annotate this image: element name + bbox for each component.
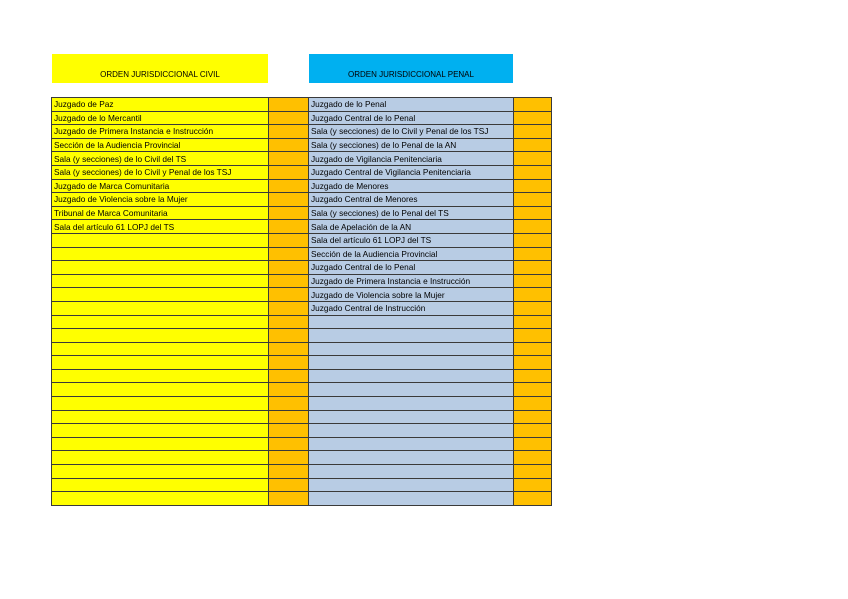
civil-marker-cell[interactable] <box>269 138 309 152</box>
penal-court-cell[interactable]: Sección de la Audiencia Provincial <box>309 247 514 261</box>
penal-court-cell[interactable]: Juzgado Central de Menores <box>309 193 514 207</box>
civil-marker-cell[interactable] <box>269 206 309 220</box>
penal-court-cell[interactable]: Juzgado de Violencia sobre la Mujer <box>309 288 514 302</box>
civil-court-cell[interactable] <box>52 315 269 329</box>
table-row <box>52 152 552 166</box>
penal-court-cell[interactable]: Sala (y secciones) de lo Penal del TS <box>309 206 514 220</box>
civil-marker-cell[interactable] <box>269 424 309 438</box>
civil-court-cell[interactable]: Juzgado de Primera Instancia e Instrucción <box>52 125 269 139</box>
civil-court-cell[interactable] <box>52 424 269 438</box>
penal-court-cell[interactable]: Juzgado Central de lo Penal <box>309 111 514 125</box>
table-row <box>52 179 552 193</box>
civil-marker-cell[interactable] <box>269 261 309 275</box>
penal-court-cell[interactable] <box>309 315 514 329</box>
penal-marker-cell[interactable] <box>514 397 552 411</box>
civil-court-cell[interactable] <box>52 247 269 261</box>
table-row <box>52 369 552 383</box>
penal-court-cell[interactable]: Sala de Apelación de la AN <box>309 220 514 234</box>
penal-marker-cell[interactable] <box>514 492 552 506</box>
civil-court-cell[interactable] <box>52 492 269 506</box>
table-row <box>52 437 552 451</box>
civil-court-cell[interactable] <box>52 261 269 275</box>
table-row <box>52 206 552 220</box>
penal-marker-cell[interactable] <box>514 111 552 125</box>
penal-court-cell[interactable] <box>309 397 514 411</box>
table-row <box>52 111 552 125</box>
table-row <box>52 261 552 275</box>
civil-marker-cell[interactable] <box>269 193 309 207</box>
penal-marker-cell[interactable] <box>514 465 552 479</box>
table-row <box>52 165 552 179</box>
table-row <box>52 342 552 356</box>
civil-marker-cell[interactable] <box>269 465 309 479</box>
penal-court-cell[interactable] <box>309 424 514 438</box>
penal-court-cell[interactable]: Juzgado Central de Instrucción <box>309 301 514 315</box>
penal-marker-cell[interactable] <box>514 478 552 492</box>
penal-marker-cell[interactable] <box>514 165 552 179</box>
penal-marker-cell[interactable] <box>514 424 552 438</box>
civil-court-cell[interactable]: Juzgado de Paz <box>52 98 269 112</box>
civil-marker-cell[interactable] <box>269 98 309 112</box>
civil-court-cell[interactable] <box>52 301 269 315</box>
civil-court-cell[interactable] <box>52 233 269 247</box>
civil-marker-cell[interactable] <box>269 492 309 506</box>
penal-marker-cell[interactable] <box>514 288 552 302</box>
table-row <box>52 274 552 288</box>
penal-court-cell[interactable] <box>309 478 514 492</box>
penal-marker-cell[interactable] <box>514 220 552 234</box>
civil-court-cell[interactable] <box>52 369 269 383</box>
civil-marker-cell[interactable] <box>269 165 309 179</box>
penal-marker-cell[interactable] <box>514 233 552 247</box>
penal-court-cell[interactable] <box>309 492 514 506</box>
civil-marker-cell[interactable] <box>269 369 309 383</box>
penal-marker-cell[interactable] <box>514 329 552 343</box>
civil-marker-cell[interactable] <box>269 410 309 424</box>
penal-marker-cell[interactable] <box>514 152 552 166</box>
penal-court-cell[interactable] <box>309 342 514 356</box>
table-row <box>52 193 552 207</box>
table-row <box>52 383 552 397</box>
civil-court-cell[interactable]: Juzgado de Marca Comunitaria <box>52 179 269 193</box>
civil-marker-cell[interactable] <box>269 179 309 193</box>
table-row <box>52 424 552 438</box>
table-row <box>52 492 552 506</box>
penal-marker-cell[interactable] <box>514 301 552 315</box>
table-row <box>52 410 552 424</box>
penal-marker-cell[interactable] <box>514 437 552 451</box>
civil-marker-cell[interactable] <box>269 152 309 166</box>
civil-marker-cell[interactable] <box>269 397 309 411</box>
civil-court-cell[interactable] <box>52 451 269 465</box>
civil-court-cell[interactable] <box>52 397 269 411</box>
penal-court-cell[interactable] <box>309 465 514 479</box>
civil-marker-cell[interactable] <box>269 356 309 370</box>
civil-marker-cell[interactable] <box>269 451 309 465</box>
civil-court-cell[interactable]: Sala (y secciones) de lo Civil y Penal de los TSJ <box>52 165 269 179</box>
civil-court-cell[interactable]: Juzgado de lo Mercantil <box>52 111 269 125</box>
table-row <box>52 288 552 302</box>
table-row <box>52 301 552 315</box>
civil-court-cell[interactable]: Juzgado de Violencia sobre la Mujer <box>52 193 269 207</box>
table-row <box>52 98 552 112</box>
penal-court-cell[interactable] <box>309 383 514 397</box>
civil-marker-cell[interactable] <box>269 301 309 315</box>
civil-court-cell[interactable] <box>52 437 269 451</box>
table-row <box>52 233 552 247</box>
table-row <box>52 465 552 479</box>
table-row <box>52 356 552 370</box>
penal-marker-cell[interactable] <box>514 410 552 424</box>
penal-court-cell[interactable]: Sala (y secciones) de lo Civil y Penal de los TSJ <box>309 125 514 139</box>
civil-marker-cell[interactable] <box>269 274 309 288</box>
penal-court-cell[interactable] <box>309 437 514 451</box>
civil-marker-cell[interactable] <box>269 220 309 234</box>
penal-court-cell[interactable] <box>309 451 514 465</box>
penal-court-cell[interactable]: Juzgado de Primera Instancia e Instrucción <box>309 274 514 288</box>
penal-court-cell[interactable]: Juzgado de Vigilancia Penitenciaria <box>309 152 514 166</box>
civil-marker-cell[interactable] <box>269 247 309 261</box>
penal-marker-cell[interactable] <box>514 125 552 139</box>
penal-order-header-label: ORDEN JURISDICCIONAL PENAL <box>348 70 474 79</box>
civil-court-cell[interactable] <box>52 356 269 370</box>
table-row <box>52 138 552 152</box>
penal-court-cell[interactable]: Juzgado de lo Penal <box>309 98 514 112</box>
penal-court-cell[interactable]: Sala del artículo 61 LOPJ del TS <box>309 233 514 247</box>
civil-court-cell[interactable] <box>52 274 269 288</box>
civil-order-header <box>52 54 268 83</box>
penal-marker-cell[interactable] <box>514 179 552 193</box>
civil-court-cell[interactable]: Sala del artículo 61 LOPJ del TS <box>52 220 269 234</box>
civil-court-cell[interactable]: Sección de la Audiencia Provincial <box>52 138 269 152</box>
civil-court-cell[interactable] <box>52 465 269 479</box>
penal-court-cell[interactable] <box>309 329 514 343</box>
civil-court-cell[interactable] <box>52 383 269 397</box>
penal-court-cell[interactable] <box>309 356 514 370</box>
table-row <box>52 220 552 234</box>
civil-marker-cell[interactable] <box>269 342 309 356</box>
jurisdiction-table <box>51 97 552 506</box>
penal-marker-cell[interactable] <box>514 206 552 220</box>
penal-court-cell[interactable]: Sala (y secciones) de lo Penal de la AN <box>309 138 514 152</box>
jurisdiction-table-body <box>52 98 552 506</box>
penal-marker-cell[interactable] <box>514 356 552 370</box>
civil-marker-cell[interactable] <box>269 383 309 397</box>
table-row <box>52 451 552 465</box>
civil-court-cell[interactable]: Sala (y secciones) de lo Civil del TS <box>52 152 269 166</box>
table-row <box>52 125 552 139</box>
table-row <box>52 247 552 261</box>
penal-marker-cell[interactable] <box>514 342 552 356</box>
penal-marker-cell[interactable] <box>514 315 552 329</box>
penal-court-cell[interactable] <box>309 410 514 424</box>
penal-marker-cell[interactable] <box>514 369 552 383</box>
civil-court-cell[interactable] <box>52 410 269 424</box>
civil-marker-cell[interactable] <box>269 315 309 329</box>
penal-marker-cell[interactable] <box>514 98 552 112</box>
civil-marker-cell[interactable] <box>269 329 309 343</box>
penal-marker-cell[interactable] <box>514 247 552 261</box>
penal-court-cell[interactable] <box>309 369 514 383</box>
table-row <box>52 329 552 343</box>
table-row <box>52 478 552 492</box>
civil-marker-cell[interactable] <box>269 478 309 492</box>
penal-marker-cell[interactable] <box>514 261 552 275</box>
civil-court-cell[interactable] <box>52 329 269 343</box>
civil-court-cell[interactable]: Tribunal de Marca Comunitaria <box>52 206 269 220</box>
penal-court-cell[interactable]: Juzgado Central de Vigilancia Penitenciaria <box>309 165 514 179</box>
civil-court-cell[interactable] <box>52 478 269 492</box>
civil-marker-cell[interactable] <box>269 437 309 451</box>
civil-marker-cell[interactable] <box>269 288 309 302</box>
table-row <box>52 397 552 411</box>
civil-marker-cell[interactable] <box>269 125 309 139</box>
penal-court-cell[interactable]: Juzgado de Menores <box>309 179 514 193</box>
civil-court-cell[interactable] <box>52 342 269 356</box>
penal-marker-cell[interactable] <box>514 138 552 152</box>
civil-marker-cell[interactable] <box>269 111 309 125</box>
civil-marker-cell[interactable] <box>269 233 309 247</box>
penal-marker-cell[interactable] <box>514 274 552 288</box>
penal-marker-cell[interactable] <box>514 451 552 465</box>
penal-marker-cell[interactable] <box>514 193 552 207</box>
table-row <box>52 315 552 329</box>
penal-court-cell[interactable]: Juzgado Central de lo Penal <box>309 261 514 275</box>
penal-marker-cell[interactable] <box>514 383 552 397</box>
civil-order-header-label: ORDEN JURISDICCIONAL CIVIL <box>100 70 220 79</box>
penal-order-header <box>309 54 513 83</box>
civil-court-cell[interactable] <box>52 288 269 302</box>
